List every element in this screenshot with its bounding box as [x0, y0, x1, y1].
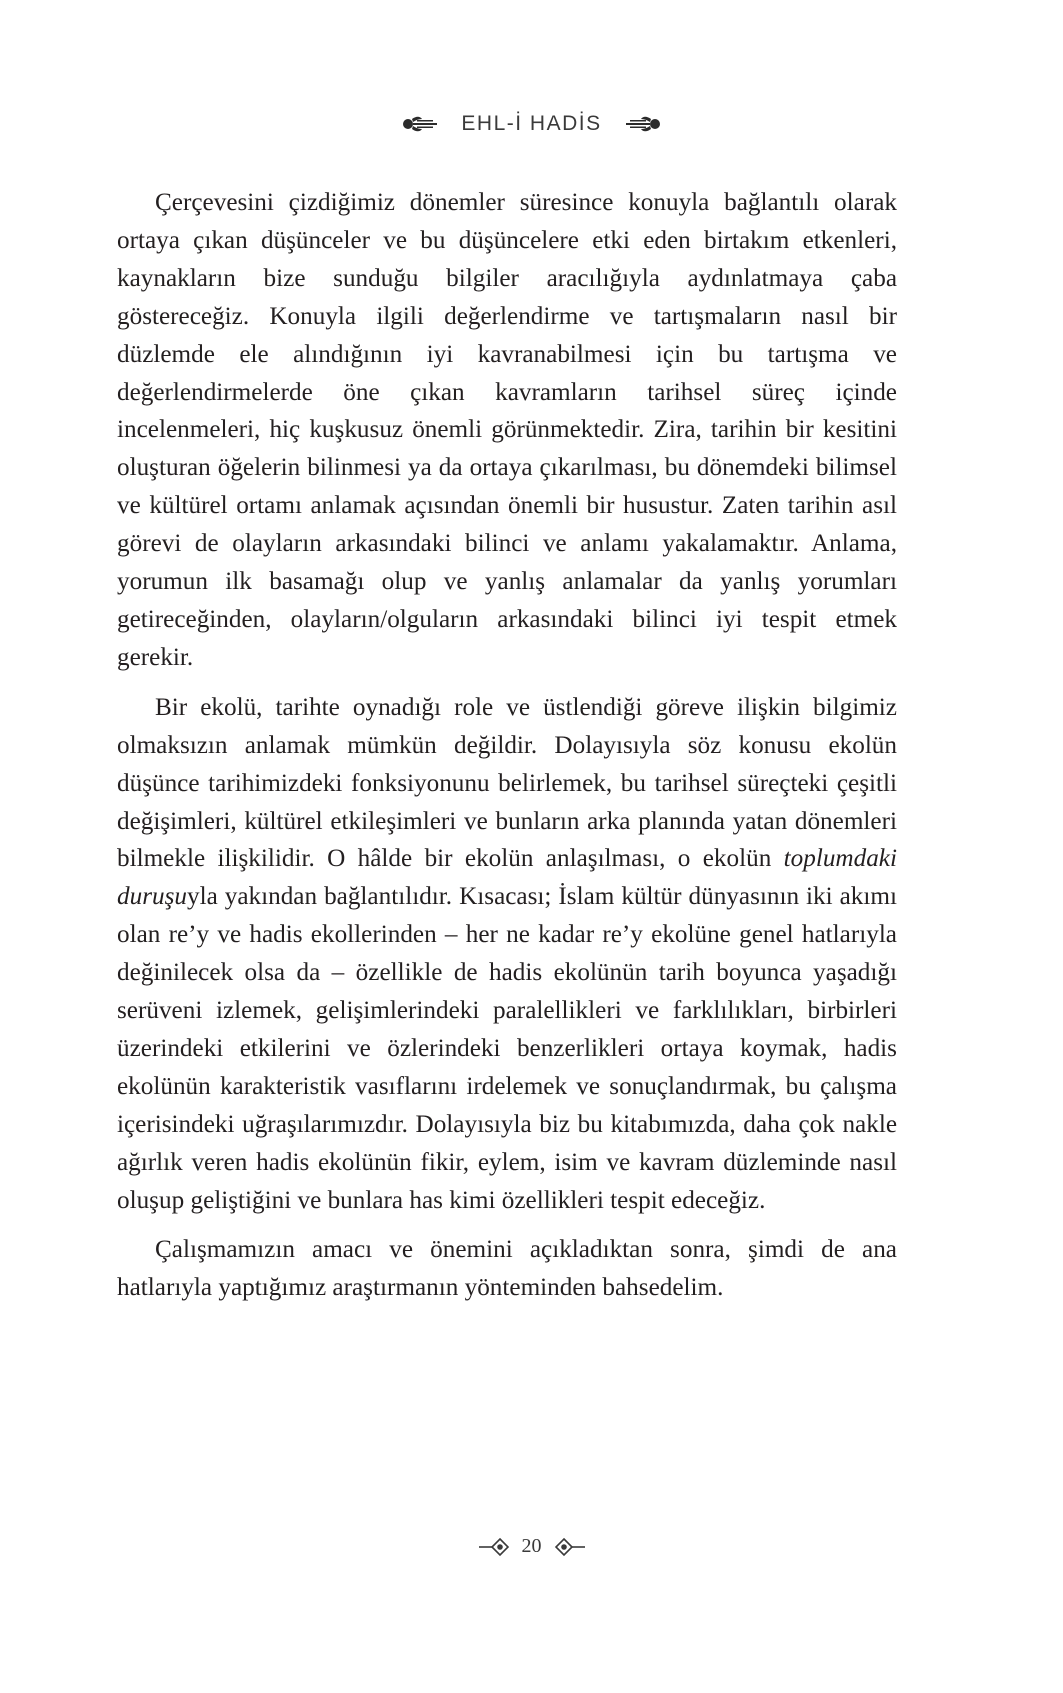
- diamond-ornament-icon: [478, 1536, 512, 1558]
- paragraph-text: Bir ekolü, tarihte oynadığı role ve üstlendiği göreve ilişkin bilgimiz olmaksızın anlamak mümkün değildir. Dolayısıyla söz konusu ekolün düşünce tarihimizdeki fonksiyonunu belirlemek, bu tarihsel süreçteki çeşitli değişimleri, kültürel etkileşimleri ve bunların arka planında yatan dönemleri bilmekle ilişkilidir. O hâlde bir ekolün anlaşılması, o ekolün: [117, 693, 897, 873]
- paragraph: Çerçevesini çizdiğimiz dönemler süresince konuyla bağlantılı olarak ortaya çıkan düşünceler ve bu düşüncelere etki eden birtakım etkenleri, kaynakların bize sunduğu bilgiler aracılığıyla aydınlatmaya çaba göstereceğiz. Konuyla ilgili değerlendirme ve tartışmaların nasıl bir düzlemde ele alındığının iyi kavranabilmesi için bu tartışma ve değerlendirmelerde öne çıkan kavramların tarihsel süreç içinde incelenmeleri, hiç kuşkusuz önemli görünmektedir. Zira, tarihin bir kesitini oluşturan öğelerin bilinmesi ya da ortaya çıkarılması, bu dönemdeki bilimsel ve kültürel ortamı anlamak açısından önemli bir husustur. Zaten tarihin asıl görevi de olayların arkasındaki bilinci ve anlamı yakalamaktır. Anlama, yorumun ilk basamağı olup ve yanlış anlamalar da yanlış yorumları getireceğinden, olayların/olguların arkasındaki bilinci iyi tespit etmek gerekir.: [117, 189, 897, 671]
- paragraph: Çalışmamızın amacı ve önemini açıkladıktan sonra, şimdi de ana hatlarıyla yaptığımız araştırmanın yönteminden bahsedelim.: [117, 1236, 897, 1302]
- diamond-ornament-icon: [552, 1536, 586, 1558]
- running-header-title: EHL-İ HADİS: [461, 112, 602, 135]
- paragraph-text: yla yakından bağlantılıdır. Kısacası; İslam kültür dünyasının iki akımı olan re’y ve hadis ekollerinden – her ne kadar re’y ekolüne genel hatlarıyla değinilecek olsa da – özellikle de hadis ekolünün tarih boyunca yaşadığı serüveni izlemek, gelişimlerindeki paralellikleri ve farklılıkları, birbirleri üzerindeki etkilerini ve özlerindeki benzerlikleri ortaya koymak, hadis ekolünün karakteristik vasıflarını irdelemek ve sonuçlandırmak, bu çalışma içerisindeki uğraşılarımızdır. Dolayısıyla biz bu kitabımızda, daha çok nakle ağırlık veren hadis ekolünün fikir, eylem, isim ve kavram düzleminde nasıl oluşup geliştiğini ve bunlara has kimi özellikleri tespit edeceğiz.: [117, 883, 897, 1214]
- page-footer: [0, 1535, 1063, 1558]
- floral-ornament-icon: [401, 113, 439, 135]
- emphasized-phrase: toplumdaki duruşu: [117, 845, 897, 911]
- body-text: [117, 184, 897, 1307]
- floral-ornament-icon: [624, 113, 662, 135]
- paragraph: [117, 689, 897, 1220]
- page-number: 20: [521, 1535, 542, 1557]
- running-header: [0, 112, 1063, 136]
